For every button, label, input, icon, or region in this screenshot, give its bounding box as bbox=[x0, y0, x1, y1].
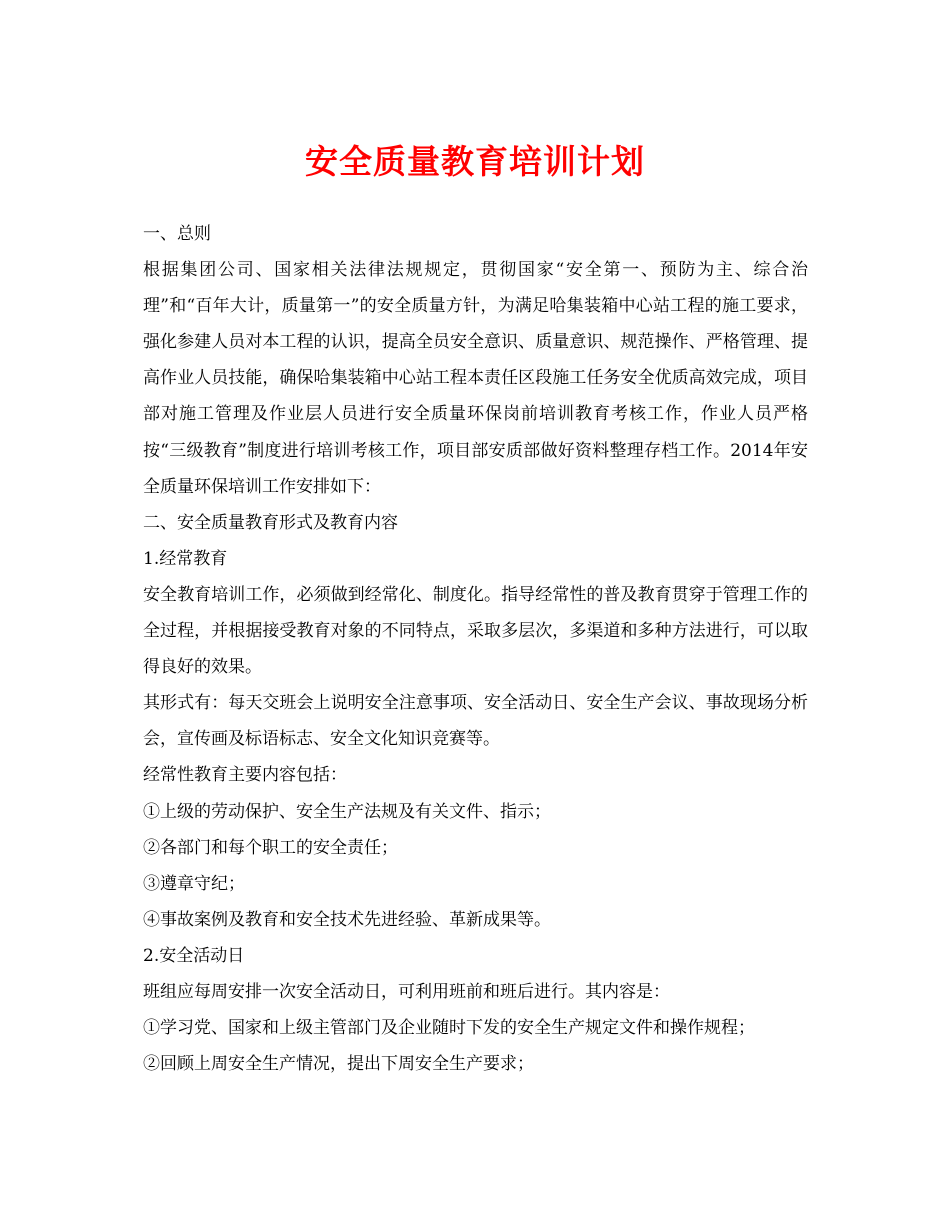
list-item: ①学习党、国家和上级主管部门及企业随时下发的安全生产规定文件和操作规程； bbox=[143, 1018, 755, 1039]
subheading-regular-education: 1.经常教育 bbox=[143, 548, 228, 569]
document-title: 安全质量教育培训计划 bbox=[305, 142, 645, 181]
list-item: ②各部门和每个职工的安全责任； bbox=[143, 837, 398, 858]
subheading-safety-activity-day: 2.安全活动日 bbox=[143, 945, 245, 966]
section-heading-forms: 二、安全质量教育形式及教育内容 bbox=[143, 512, 398, 533]
list-item: ③遵章守纪； bbox=[143, 873, 245, 894]
document-body bbox=[143, 216, 808, 1082]
regular-education-paragraph: 安全教育培训工作，必须做到经常化、制度化。指导经常性的普及教育贯穿于管理工作的全过程，并根据接受教育对象的不同特点，采取多层次，多渠道和多种方法进行，可以取得良好的效果。 bbox=[143, 584, 808, 678]
list-item: ①上级的劳动保护、安全生产法规及有关文件、指示； bbox=[143, 801, 551, 822]
education-forms-paragraph: 其形式有：每天交班会上说明安全注意事项、安全活动日、安全生产会议、事故现场分析会，宣传画及标语标志、安全文化知识竞赛等。 bbox=[143, 693, 808, 750]
activity-intro: 班组应每周安排一次安全活动日，可利用班前和班后进行。其内容是： bbox=[143, 981, 670, 1002]
list-item: ②回顾上周安全生产情况，提出下周安全生产要求； bbox=[143, 1054, 534, 1075]
general-paragraph: 根据集团公司、国家相关法律法规规定，贯彻国家“安全第一、预防为主、综合治理”和“百年大计，质量第一”的安全质量方针，为满足哈集装箱中心站工程的施工要求，强化参建人员对本工程的认识，提高全员安全意识、质量意识、规范操作、严格管理、提高作业人员技能，确保哈集装箱中心站工程本责任区段施工任务安全优质高效完成，项目部对施工管理及作业层人员进行安全质量环保岗前培训教育考核工作，作业人员严格按“三级教育”制度进行培训考核工作，项目部安质部做好资料整理存档工作。2014年安全质量环保培训工作安排如下： bbox=[143, 260, 808, 497]
list-item: ④事故案例及教育和安全技术先进经验、革新成果等。 bbox=[143, 909, 551, 930]
section-heading-general: 一、总则 bbox=[143, 224, 211, 244]
content-intro: 经常性教育主要内容包括： bbox=[143, 765, 347, 786]
